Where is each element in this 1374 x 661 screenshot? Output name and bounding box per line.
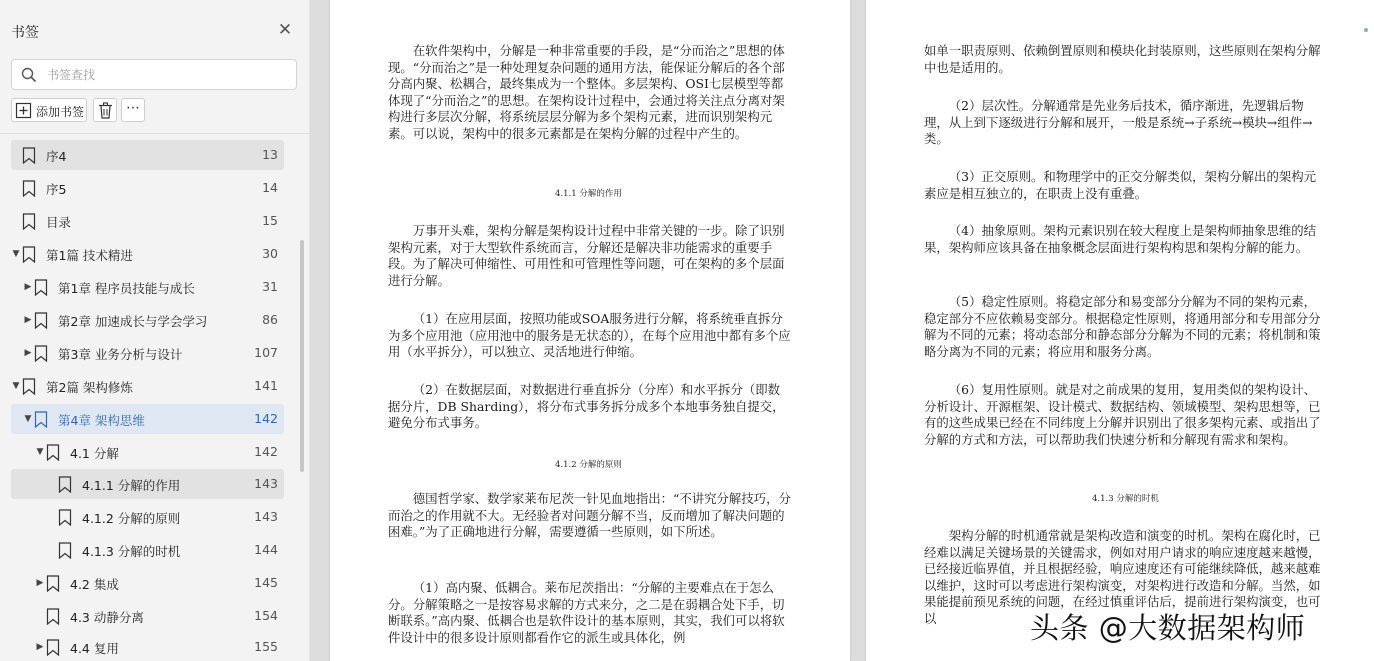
bookmark-list (0, 0, 300, 661)
body-text (924, 43, 1328, 76)
body-text (388, 580, 792, 646)
collapsed-arrow-icon[interactable]: ▶ (24, 282, 32, 292)
paragraph: （6）复用性原则。就是对之前成果的复用，复用类似的架构设计、分析设计、开源框架、设计模式、数据结构、领域模型、架构思想等，已有的这些成果已经在不同纬度上分解并识别出了很多架构元素、或指出了分解的方式和方法，可以帮助我们快速分析和分解现有需求和架构。 (924, 382, 1321, 447)
expanded-arrow-icon[interactable]: ▼ (12, 381, 20, 391)
bookmark-icon (46, 575, 60, 592)
bookmark-label: 第1章 程序员技能与成长 (58, 281, 195, 296)
body-text (924, 294, 1328, 360)
body-text (388, 311, 792, 361)
paragraph: （2）在数据层面，对数据进行垂直拆分（分库）和水平拆分（即数据分片，DB Sharding），将分布式事务拆分成多个本地事务独自提交，避免分布式事务。 (388, 382, 785, 431)
paragraph: 架构分解的时机通常就是架构改造和演变的时机。架构在腐化时，已经难以满足关键场景的关键需求，例如对用户请求的响应速度越来越慢，已经接近临界值，并且根据经验，响应速度还有可能继续降低，越来越难以维护，这时可以考虑进行架构演变，对架构进行改造和分解。当然，如果能提前预见系统的问题，在经过慎重评估后，提前进行架构演变，也可以 (924, 528, 1321, 626)
bookmark-item-selected[interactable] (11, 469, 284, 499)
bookmark-icon (22, 147, 36, 164)
panel-title: 书签 (11, 25, 39, 41)
more-options-button[interactable]: ⋯ (121, 98, 145, 122)
paragraph: （4）抽象原则。架构元素识别在较大程度上是架构师抽象思维的结果，架构师应该具备在抽象概念层面进行架构构思和架构分解的能力。 (924, 223, 1317, 255)
collapsed-arrow-icon[interactable]: ▶ (24, 348, 32, 358)
bookmark-item[interactable] (11, 305, 284, 335)
bookmark-icon (58, 509, 72, 526)
bookmark-icon (58, 476, 72, 493)
body-text (924, 98, 1328, 148)
bookmark-label: 第2篇 架构修炼 (46, 380, 133, 395)
section-heading: 4.1.3 分解的时机 (1092, 494, 1159, 504)
bookmark-label: 4.1.2 分解的原则 (82, 511, 181, 526)
expanded-arrow-icon[interactable]: ▼ (36, 447, 44, 457)
paragraph: 万事开头难，架构分解是架构设计过程中非常关键的一步。除了识别架构元素，对于大型软件系统而言，分解还是解决非功能需求的重要手段。为了解决可伸缩性、可用性和可管理性等问题，可在架构的多个层面进行分解。 (388, 223, 785, 288)
paragraph: （1）高内聚、低耦合。莱布尼茨指出：“分解的主要难点在于怎么分。分解策略之一是按容易求解的方式来分，之二是在弱耦合处下手，切断联系。”高内聚、低耦合也是软件设计的基本原则，其实，我们可以将软件设计中的很多设计原则都看作它的派生或具体化，例 (388, 580, 785, 645)
section-heading: 4.1.2 分解的原则 (555, 460, 622, 470)
bookmark-page: 86 (262, 312, 278, 327)
bookmark-icon (46, 444, 60, 461)
bookmark-item[interactable] (11, 239, 284, 269)
bookmark-item[interactable] (11, 437, 284, 467)
bookmark-page: 142 (254, 411, 278, 426)
bookmark-page: 142 (254, 444, 278, 459)
paragraph: （5）稳定性原则。将稳定部分和易变部分分解为不同的架构元素，稳定部分不应依赖易变部分。根据稳定性原则，将通用部分和专用部分分解为不同的元素；将动态部分和静态部分分解为不同的元素；将机制和策略分离为不同的元素；将应用和服务分离。 (924, 294, 1321, 359)
bookmark-page: 13 (262, 147, 278, 162)
section-heading: 4.1.1 分解的作用 (555, 189, 622, 199)
body-text (388, 491, 792, 541)
bookmark-label: 第4章 架构思维 (58, 413, 145, 428)
bookmark-item[interactable] (11, 173, 284, 203)
paragraph: 在软件架构中，分解是一种非常重要的手段，是“分而治之”思想的体现。“分而治之”是一种处理复杂问题的通用方法，能保证分解后的各个部分高内聚、松耦合，最终集成为一个整体。多层架构、OSI七层模型等都体现了“分而治之”的思想。在架构设计过程中，会通过将关注点分离对架构进行多层次分解，将系统层层分解为多个架构元素，进而识别架构元素。可以说，架构中的很多元素都是在架构分解的过程中产生的。 (388, 43, 785, 141)
bookmark-page: 107 (254, 345, 278, 360)
body-text (924, 382, 1328, 448)
bookmark-label: 目录 (46, 215, 72, 230)
bookmark-icon (22, 180, 36, 197)
bookmark-page: 155 (254, 639, 278, 654)
collapsed-arrow-icon[interactable]: ▶ (24, 315, 32, 325)
bookmark-label: 第2章 加速成长与学会学习 (58, 314, 208, 329)
watermark-text: 头条 @大数据架构师 (1030, 611, 1306, 645)
bookmark-label: 序5 (46, 182, 67, 197)
bookmark-item[interactable] (11, 632, 284, 661)
bookmark-label: 4.1 分解 (70, 446, 119, 461)
paragraph: 如单一职责原则、依赖倒置原则和模块化封装原则，这些原则在架构分解中也是适用的。 (924, 43, 1321, 75)
bookmark-item[interactable] (11, 272, 284, 302)
paragraph: （3）正交原则。和物理学中的正交分解类似，架构分解出的架构元素应是相互独立的，在职责上没有重叠。 (924, 169, 1317, 201)
bookmark-label: 4.3 动静分离 (70, 610, 144, 625)
bookmark-page: 143 (254, 476, 278, 491)
bookmark-page: 31 (262, 279, 278, 294)
bookmark-label: 第3章 业务分析与设计 (58, 347, 183, 362)
bookmark-item[interactable] (11, 206, 284, 236)
bookmark-icon (34, 411, 48, 428)
bookmark-item[interactable] (11, 502, 284, 532)
bookmark-page: 30 (262, 246, 278, 261)
paragraph: （1）在应用层面，按照功能或SOA服务进行分解，将系统垂直拆分为多个应用池（应用池中的服务是无状态的），在每个应用池中都有多个应用（水平拆分），可以独立、灵活地进行伸缩。 (388, 311, 791, 360)
bookmark-item-current[interactable] (11, 404, 284, 434)
bookmark-item[interactable] (11, 140, 284, 170)
body-text (388, 223, 792, 289)
bookmark-item[interactable] (11, 601, 284, 631)
close-icon[interactable]: ✕ (277, 20, 293, 40)
panel-scrollbar[interactable] (300, 240, 304, 472)
body-text (388, 43, 792, 143)
bookmark-label: 序4 (46, 149, 67, 164)
bookmark-page: 154 (254, 608, 278, 623)
bookmark-page: 14 (262, 180, 278, 195)
bookmark-icon (22, 213, 36, 230)
bookmark-item[interactable] (11, 371, 284, 401)
paragraph: 德国哲学家、数学家莱布尼茨一针见血地指出：“不讲究分解技巧，分而治之的作用就不大。无经验者对问题分解不当，反而增加了解决问题的困难。”为了正确地进行分解，需要遵循一些原则，如下所述。 (388, 491, 791, 540)
bookmark-page: 145 (254, 575, 278, 590)
bookmark-icon (58, 542, 72, 559)
bookmark-icon (22, 246, 36, 263)
bookmark-label: 4.2 集成 (70, 577, 119, 592)
document-page-left (330, 0, 850, 661)
document-page-right (866, 0, 1374, 661)
collapsed-arrow-icon[interactable]: ▶ (36, 642, 44, 652)
bookmark-item[interactable] (11, 568, 284, 598)
expanded-arrow-icon[interactable]: ▼ (24, 414, 32, 424)
bookmark-label: 4.4 复用 (70, 641, 119, 656)
bookmark-icon (34, 312, 48, 329)
bookmark-page: 143 (254, 509, 278, 524)
bookmark-page: 141 (254, 378, 278, 393)
scroll-indicator (1364, 28, 1368, 32)
bookmark-label: 4.1.3 分解的时机 (82, 544, 181, 559)
bookmark-page: 15 (262, 213, 278, 228)
bookmark-item[interactable] (11, 338, 284, 368)
bookmark-panel (0, 0, 310, 661)
body-text (924, 169, 1328, 202)
bookmark-item[interactable] (11, 535, 284, 565)
add-bookmark-label: 添加书签 (36, 105, 85, 119)
body-text (924, 223, 1328, 256)
expanded-arrow-icon[interactable]: ▼ (12, 249, 20, 259)
bookmark-icon (34, 279, 48, 296)
bookmark-label: 第1篇 技术精进 (46, 248, 133, 263)
bookmark-icon (46, 639, 60, 656)
collapsed-arrow-icon[interactable]: ▶ (36, 578, 44, 588)
bookmark-icon (34, 345, 48, 362)
bookmark-page: 144 (254, 542, 278, 557)
paragraph: （2）层次性。分解通常是先业务后技术，循序渐进，先逻辑后物理，从上到下逐级进行分解和展开，一般是系统→子系统→模块→组件→类。 (924, 98, 1313, 147)
bookmark-icon (22, 378, 36, 395)
bookmark-icon (46, 608, 60, 625)
bookmark-label: 4.1.1 分解的作用 (82, 478, 181, 493)
body-text (388, 382, 792, 432)
